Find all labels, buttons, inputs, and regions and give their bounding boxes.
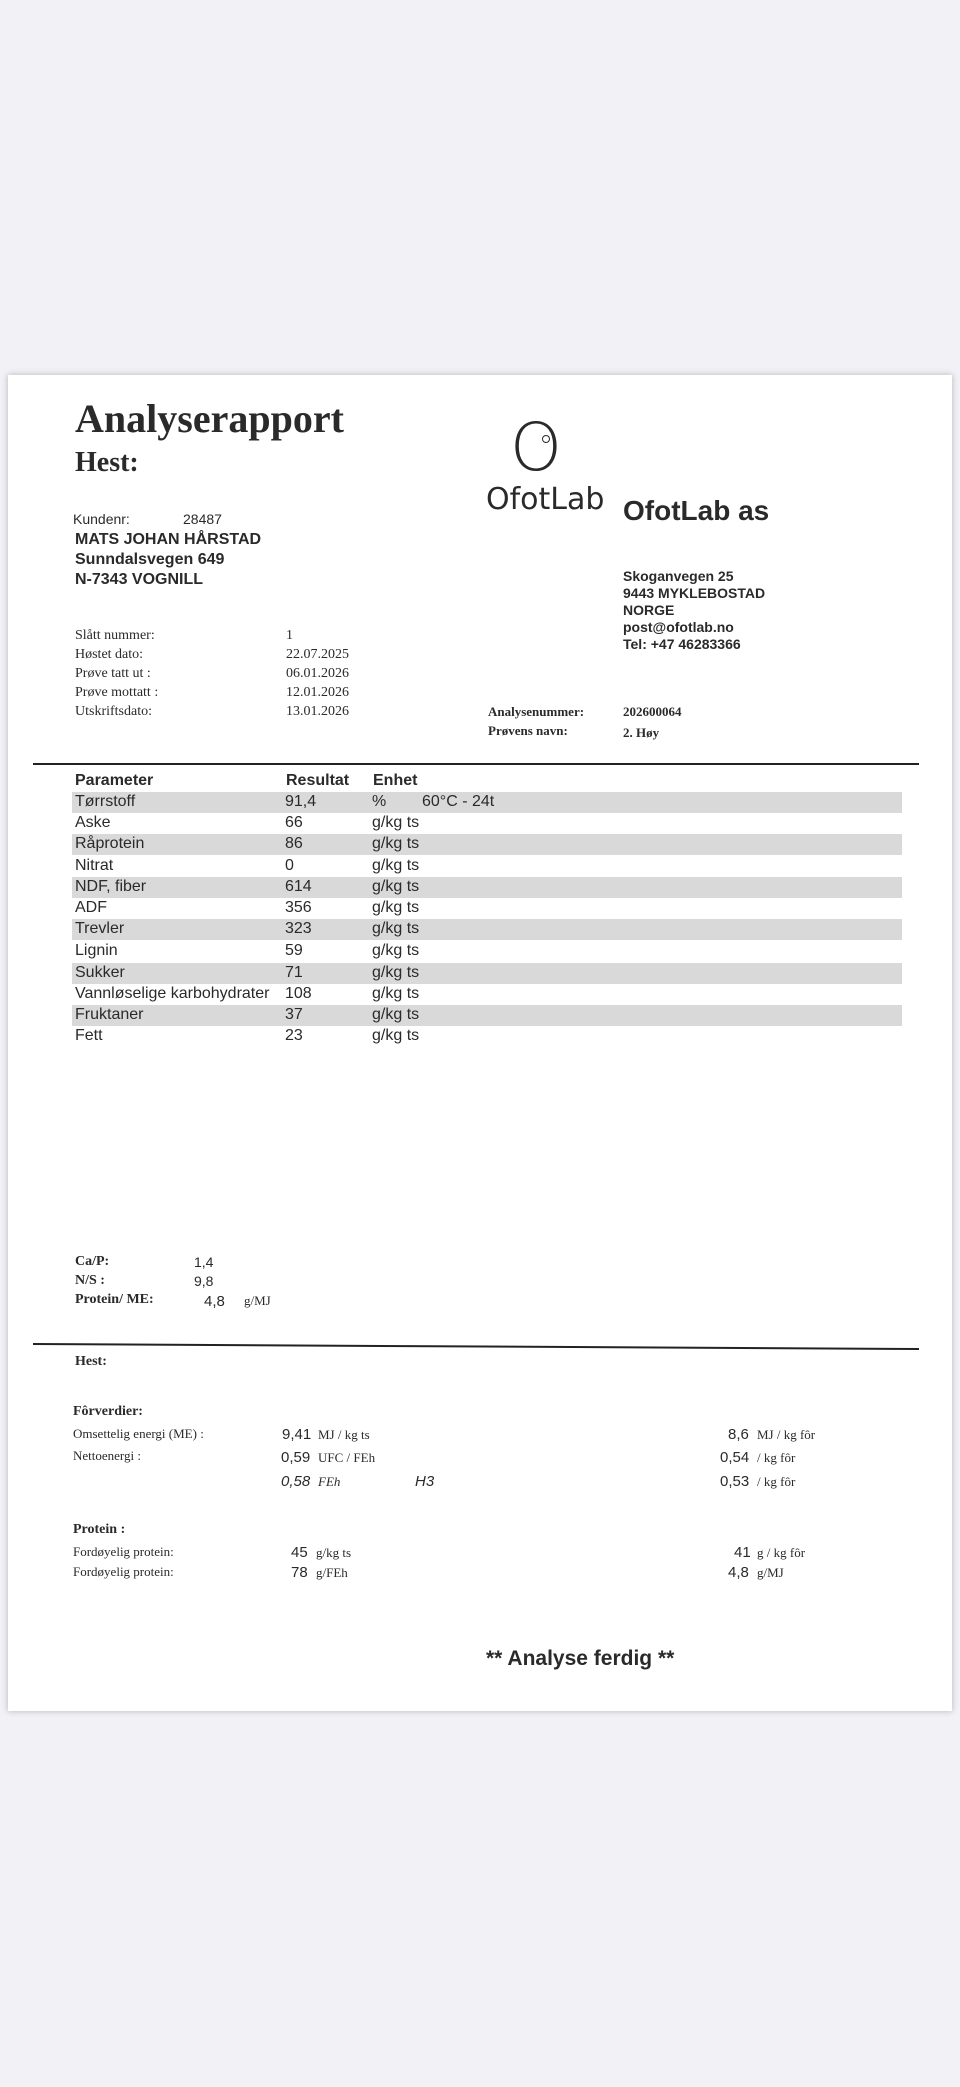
ofotlab-logo-mark: O — [510, 409, 562, 486]
param-result: 108 — [285, 985, 312, 1002]
company-name: OfotLab as — [623, 495, 770, 526]
param-unit: % — [372, 793, 387, 810]
param-result: 37 — [285, 1006, 303, 1023]
feed-values-heading: Fôrverdier: — [73, 1404, 143, 1419]
param-result: 91,4 — [285, 793, 317, 810]
company-address-line: 9443 MYKLEBOSTAD — [623, 585, 766, 601]
protein-me-label: Protein/ ME: — [75, 1292, 154, 1307]
ofotlab-logo-text: OfotLab — [486, 482, 605, 517]
table-row — [72, 856, 902, 877]
sample-info-value: 13.01.2026 — [286, 704, 349, 719]
table-row — [72, 813, 902, 834]
customer-number-label: Kundenr: — [73, 511, 130, 527]
table-row — [72, 792, 902, 813]
param-result: 23 — [285, 1027, 303, 1044]
protein-heading: Protein : — [73, 1522, 126, 1537]
divider-line — [33, 1344, 919, 1349]
param-name: Råprotein — [75, 835, 145, 852]
me-ts-unit: MJ / kg ts — [318, 1427, 370, 1442]
digestible-protein-label: Fordøyelig protein: — [73, 1544, 174, 1559]
sample-info-label: Prøve tatt ut : — [75, 666, 151, 681]
sample-info-label: Høstet dato: — [75, 647, 144, 662]
param-name: ADF — [75, 899, 107, 916]
horse-section-divider — [33, 1343, 919, 1353]
logo-dot-icon — [542, 435, 550, 443]
ne-for-value: 0,54 — [720, 1449, 750, 1466]
dp-mj-value: 4,8 — [728, 1564, 749, 1581]
param-unit: g/kg ts — [372, 985, 420, 1002]
column-header-unit: Enhet — [373, 772, 418, 789]
customer-street: Sunndalsvegen 649 — [75, 551, 225, 568]
section-divider — [33, 763, 919, 765]
sample-info-value: 12.01.2026 — [286, 685, 349, 700]
dp-for-unit: g / kg fôr — [757, 1545, 806, 1560]
param-name: Nitrat — [75, 857, 114, 874]
company-address-line: Skoganvegen 25 — [623, 568, 734, 584]
feh-for-unit: / kg fôr — [757, 1474, 796, 1489]
param-name: Tørrstoff — [75, 793, 136, 810]
param-name: Aske — [75, 814, 111, 831]
param-name: Fett — [75, 1027, 103, 1044]
me-for-value: 8,6 — [728, 1426, 749, 1443]
analysis-complete-status: ** Analyse ferdig ** — [486, 1647, 675, 1670]
ne-for-unit: / kg fôr — [757, 1450, 796, 1465]
table-row — [72, 1026, 902, 1047]
feh-ts-value: 0,58 — [281, 1473, 311, 1490]
horse-heading: Hest: — [75, 1354, 107, 1369]
param-result: 356 — [285, 899, 312, 916]
dp-feh-value: 78 — [291, 1564, 308, 1581]
param-unit: g/kg ts — [372, 1027, 420, 1044]
feh-unit: FEh — [318, 1474, 341, 1489]
table-row — [72, 963, 902, 984]
digestible-protein-label: Fordøyelig protein: — [73, 1564, 174, 1579]
ca-p-value: 1,4 — [194, 1254, 214, 1270]
company-email: post@ofotlab.no — [623, 619, 734, 635]
ne-ts-value: 0,59 — [281, 1449, 311, 1466]
report-subtitle: Hest: — [75, 447, 139, 478]
dp-for-value: 41 — [734, 1544, 751, 1561]
column-header-result: Resultat — [286, 772, 350, 789]
n-s-label: N/S : — [75, 1273, 105, 1288]
param-name: Lignin — [75, 942, 118, 959]
protein-me-unit: g/MJ — [244, 1293, 271, 1308]
table-row — [72, 877, 902, 898]
table-row — [72, 941, 902, 962]
param-unit: g/kg ts — [372, 814, 420, 831]
param-result: 71 — [285, 964, 303, 981]
sample-info-label: Slått nummer: — [75, 628, 155, 643]
sample-info-value: 06.01.2026 — [286, 666, 349, 681]
param-unit: g/kg ts — [372, 964, 420, 981]
param-result: 59 — [285, 942, 303, 959]
customer-name: MATS JOHAN HÅRSTAD — [75, 531, 262, 548]
customer-city: N-7343 VOGNILL — [75, 571, 204, 588]
param-name: Vannløselige karbohydrater — [75, 985, 270, 1002]
n-s-value: 9,8 — [194, 1273, 214, 1289]
ca-p-label: Ca/P: — [75, 1254, 110, 1269]
param-unit: g/kg ts — [372, 878, 420, 895]
sample-info-value: 1 — [286, 628, 293, 643]
param-result: 86 — [285, 835, 303, 852]
table-row — [72, 1005, 902, 1026]
table-row — [72, 898, 902, 919]
column-header-parameter: Parameter — [75, 772, 154, 789]
ne-label: Nettoenergi : — [73, 1448, 141, 1463]
param-result: 614 — [285, 878, 312, 895]
sample-name-label: Prøvens navn: — [488, 723, 568, 738]
table-row — [72, 919, 902, 940]
param-name: NDF, fiber — [75, 878, 147, 895]
sample-info-value: 22.07.2025 — [286, 647, 349, 662]
dp-mj-unit: g/MJ — [757, 1565, 784, 1580]
param-unit: g/kg ts — [372, 920, 420, 937]
analysis-number: 202600064 — [623, 704, 682, 719]
param-name: Fruktaner — [75, 1006, 144, 1023]
table-row — [72, 984, 902, 1005]
feh-for-value: 0,53 — [720, 1473, 750, 1490]
param-result: 66 — [285, 814, 303, 831]
param-unit: g/kg ts — [372, 857, 420, 874]
me-label: Omsettelig energi (ME) : — [73, 1426, 204, 1441]
dp-ts-value: 45 — [291, 1544, 308, 1561]
company-phone: Tel: +47 46283366 — [623, 636, 741, 652]
sample-info-label: Utskriftsdato: — [75, 704, 152, 719]
param-result: 0 — [285, 857, 294, 874]
customer-number: 28487 — [183, 511, 222, 527]
table-row — [72, 834, 902, 855]
sample-info-label: Prøve mottatt : — [75, 685, 159, 700]
dp-ts-unit: g/kg ts — [316, 1545, 352, 1560]
report-page — [8, 375, 952, 1711]
param-unit: g/kg ts — [372, 899, 420, 916]
analysis-number-label: Analysenummer: — [488, 704, 585, 719]
feh-code: H3 — [415, 1473, 435, 1490]
report-title: Analyserapport — [75, 396, 344, 441]
sample-name: 2. Høy — [623, 725, 660, 740]
param-unit: g/kg ts — [372, 942, 420, 959]
param-unit: g/kg ts — [372, 1006, 420, 1023]
me-for-unit: MJ / kg fôr — [757, 1427, 816, 1442]
me-ts-value: 9,41 — [282, 1426, 312, 1443]
ne-ts-unit: UFC / FEh — [318, 1450, 376, 1465]
param-note: 60°C - 24t — [422, 793, 495, 810]
company-address-line: NORGE — [623, 602, 675, 618]
protein-me-value: 4,8 — [204, 1293, 225, 1310]
param-result: 323 — [285, 920, 312, 937]
param-name: Sukker — [75, 964, 125, 981]
param-unit: g/kg ts — [372, 835, 420, 852]
dp-feh-unit: g/FEh — [316, 1565, 348, 1580]
param-name: Trevler — [75, 920, 125, 937]
